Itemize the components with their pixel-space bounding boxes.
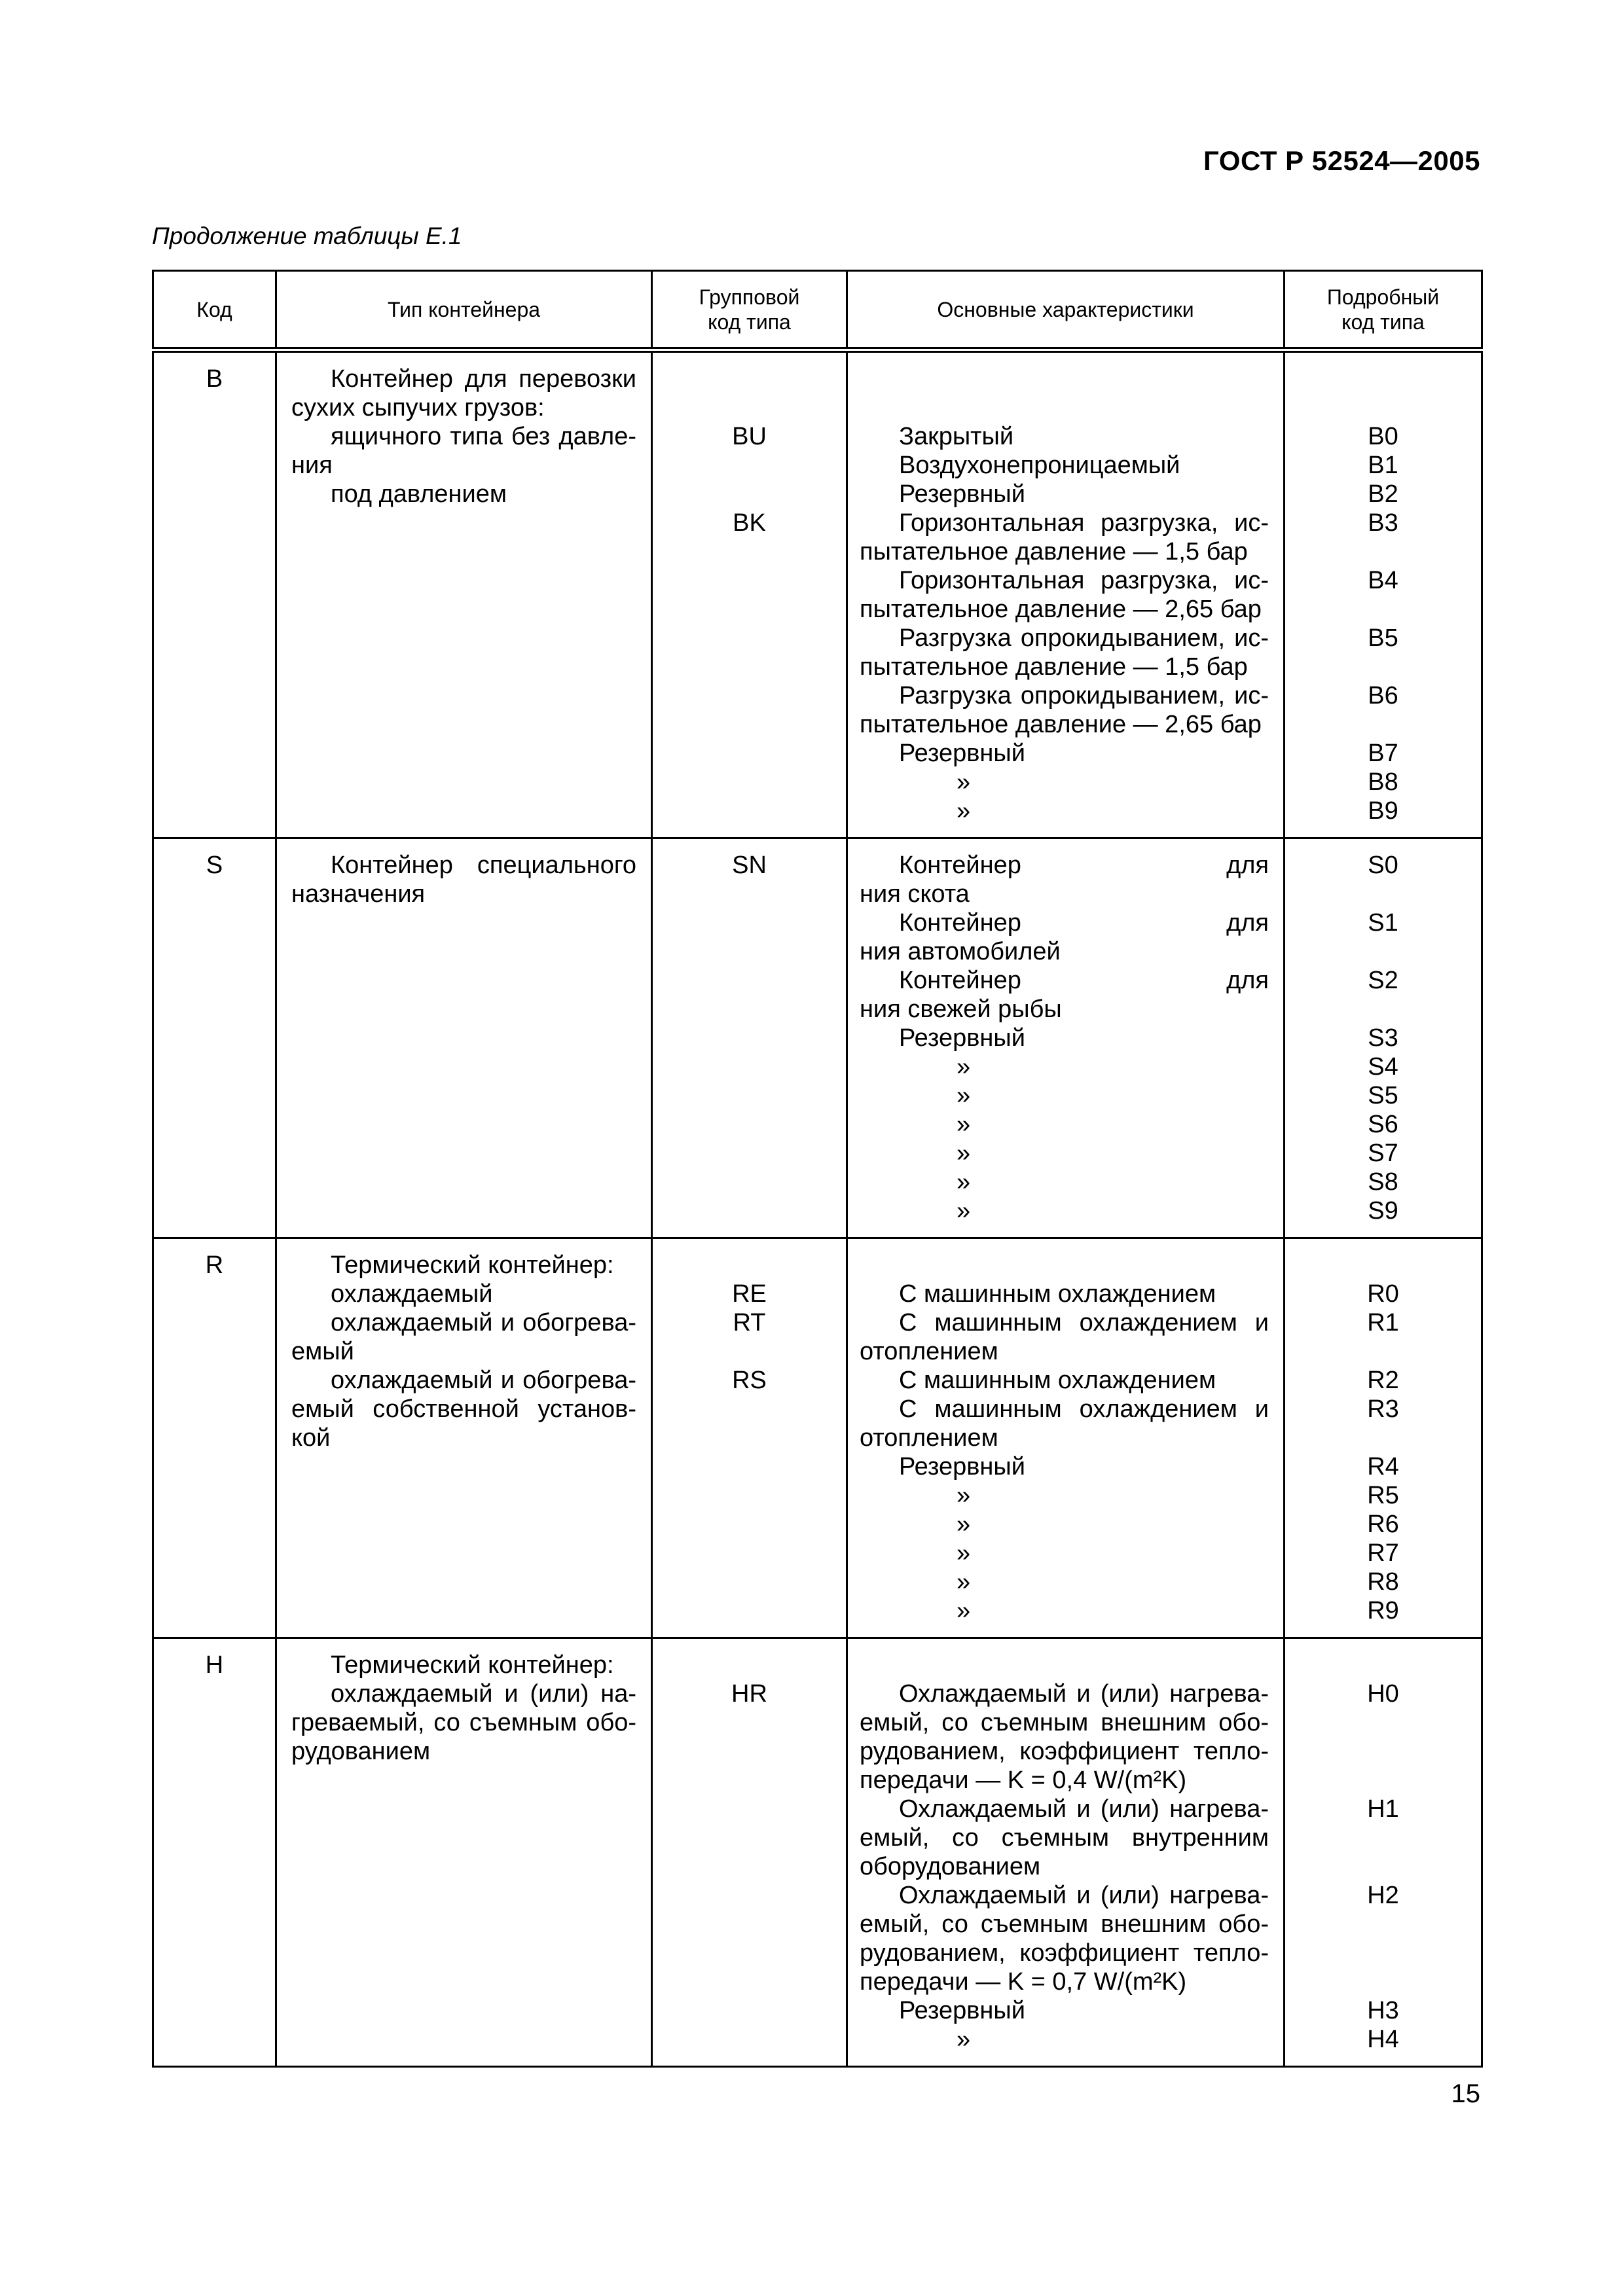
table-row-b — [153, 350, 1482, 838]
row-h-desc-ditto: » — [957, 2026, 971, 2053]
row-r-detail-code: R7 — [1367, 1539, 1399, 1567]
page-number: 15 — [1451, 2079, 1480, 2108]
row-h-name-line: рудованием — [291, 1738, 431, 1765]
header-detail-line2: код типа — [1341, 310, 1425, 334]
row-h-group-codes — [652, 1638, 847, 2067]
row-r-detail-code: R1 — [1367, 1309, 1399, 1336]
row-h-group-code: HR — [731, 1680, 767, 1708]
row-b-name-line: ящичного типа без давле- — [331, 423, 636, 450]
row-b-desc-line: Воздухонепроницаемый — [899, 452, 1180, 479]
row-s-detail-code: S7 — [1368, 1139, 1398, 1167]
container-type-table — [152, 270, 1483, 2068]
row-h-detail-code: H4 — [1367, 2026, 1399, 2053]
row-s-desc-line: ния скота — [860, 880, 970, 908]
row-r-desc-ditto: » — [957, 1539, 971, 1567]
row-b-desc-line: пытательное давление — 1,5 бар — [860, 538, 1248, 565]
row-s-desc-line: ния автомобилей — [860, 938, 1061, 965]
row-b-detail-code: B4 — [1368, 567, 1398, 594]
row-r-group-code: RT — [733, 1309, 766, 1336]
row-s-desc-line: Контейнер для — [899, 967, 1269, 994]
header-characteristics: Основные характеристики — [847, 271, 1285, 350]
row-h-detail-code: H1 — [1367, 1795, 1399, 1823]
row-r-group-codes — [652, 1238, 847, 1638]
row-r-detail-code: R9 — [1367, 1597, 1399, 1624]
row-r-detail-code: R4 — [1367, 1453, 1399, 1480]
row-h-detail-code: H3 — [1367, 1997, 1399, 2024]
row-b-name-line: ния — [291, 452, 333, 479]
row-b-detail-code: B9 — [1368, 797, 1398, 825]
row-r-desc-line: С машинным охлаждением — [899, 1280, 1216, 1308]
row-r-desc-line: С машинным охлаждением — [899, 1367, 1216, 1394]
row-b-desc-line: Разгрузка опрокидыванием, ис- — [899, 624, 1269, 652]
row-r-desc-ditto: » — [957, 1597, 971, 1624]
row-s-group-codes — [652, 838, 847, 1238]
row-h-desc-line: оборудованием — [860, 1853, 1041, 1880]
row-r-name-line: охлаждаемый и обогрева- — [331, 1309, 636, 1336]
row-r-characteristics — [847, 1238, 1285, 1638]
row-s-detail-code: S8 — [1368, 1168, 1398, 1196]
row-b-detail-code: B1 — [1368, 452, 1398, 479]
row-h-desc-line: емый, со съемным внутренним — [860, 1824, 1269, 1852]
row-h-container-type — [276, 1638, 652, 2067]
row-b-group-codes — [652, 350, 847, 838]
row-b-detail-code: B0 — [1368, 423, 1398, 450]
row-b-detail-code: B8 — [1368, 768, 1398, 796]
row-r-desc-line: С машинным охлаждением и — [899, 1309, 1269, 1336]
row-s-detail-code: S1 — [1368, 909, 1398, 937]
header-detail-code — [1285, 271, 1482, 350]
row-r-code — [153, 1238, 276, 1638]
row-s-detail-code: S9 — [1368, 1197, 1398, 1225]
row-r-detail-code: R8 — [1367, 1568, 1399, 1596]
row-s-desc-ditto: » — [957, 1197, 971, 1225]
document-header: ГОСТ Р 52524—2005 — [1203, 145, 1480, 176]
row-r-detail-code: R3 — [1367, 1395, 1399, 1423]
row-b-detail-code: B2 — [1368, 480, 1398, 508]
row-s-code — [153, 838, 276, 1238]
row-s-name-line: назначения — [291, 880, 426, 908]
row-s-group-code: SN — [732, 852, 767, 879]
row-b-desc-ditto: » — [957, 797, 971, 825]
row-r-name-line: емый — [291, 1338, 354, 1365]
row-b-characteristics — [847, 350, 1285, 838]
row-h-desc-line: емый, со съемным внешним обо- — [860, 1910, 1269, 1938]
row-r-name-line: Термический контейнер: — [331, 1251, 614, 1279]
row-b-detail-codes — [1285, 350, 1482, 838]
row-s-desc-ditto: » — [957, 1168, 971, 1196]
row-b-group-code: BK — [733, 509, 766, 537]
row-b-name-line: под давлением — [331, 480, 507, 508]
row-r-code-text: R — [205, 1251, 224, 1279]
header-code: Код — [153, 271, 276, 350]
row-r-name-line: емый собственной установ- — [291, 1395, 636, 1423]
row-r-detail-codes — [1285, 1238, 1482, 1638]
row-s-container-type — [276, 838, 652, 1238]
table-caption: Продолжение таблицы Е.1 — [152, 223, 462, 249]
table-row-r — [153, 1238, 1482, 1638]
row-h-characteristics — [847, 1638, 1285, 2067]
row-b-desc-ditto: » — [957, 768, 971, 796]
row-h-code — [153, 1638, 276, 2067]
row-r-desc-line: отоплением — [860, 1424, 998, 1452]
row-s-detail-code: S6 — [1368, 1111, 1398, 1138]
row-b-detail-code: B3 — [1368, 509, 1398, 537]
row-h-detail-code: H0 — [1367, 1680, 1399, 1708]
row-b-desc-line: Резервный — [899, 740, 1025, 767]
row-r-desc-line: С машинным охлаждением и — [899, 1395, 1269, 1423]
row-h-detail-codes — [1285, 1638, 1482, 2067]
row-r-name-line: кой — [291, 1424, 331, 1452]
row-h-desc-line: Охлаждаемый и (или) нагрева- — [899, 1680, 1269, 1708]
row-s-detail-code: S2 — [1368, 967, 1398, 994]
row-h-code-text: H — [205, 1651, 224, 1679]
row-h-desc-line: емый, со съемным внешним обо- — [860, 1709, 1269, 1736]
row-s-detail-code: S4 — [1368, 1053, 1398, 1081]
row-b-desc-line: Горизонтальная разгрузка, ис- — [899, 567, 1269, 594]
row-s-desc-ditto: » — [957, 1111, 971, 1138]
row-s-desc-line: Контейнер для — [899, 909, 1269, 937]
table-row-h — [153, 1638, 1482, 2067]
row-s-desc-line: Резервный — [899, 1024, 1025, 1052]
header-detail-line1: Подробный — [1326, 285, 1440, 309]
row-r-container-type — [276, 1238, 652, 1638]
row-h-desc-line: передачи — K = 0,4 W/(m²K) — [860, 1767, 1187, 1794]
row-b-detail-code: B6 — [1368, 682, 1398, 709]
table-header-row — [153, 271, 1482, 350]
header-group-line1: Групповой — [699, 285, 800, 309]
row-b-code — [153, 350, 276, 838]
header-group-line2: код типа — [708, 310, 791, 334]
row-s-code-text: S — [206, 852, 223, 879]
row-h-desc-line: Охлаждаемый и (или) нагрева- — [899, 1882, 1269, 1909]
row-b-code-text: B — [206, 365, 223, 393]
header-container-type: Тип контейнера — [276, 271, 652, 350]
row-s-desc-line: ния свежей рыбы — [860, 996, 1062, 1023]
row-b-name-line: сухих сыпучих грузов: — [291, 394, 545, 422]
row-h-name-line: Термический контейнер: — [331, 1651, 614, 1679]
row-h-detail-code: H2 — [1367, 1882, 1399, 1909]
row-h-desc-line: передачи — K = 0,7 W/(m²K) — [860, 1968, 1187, 1996]
row-s-desc-ditto: » — [957, 1053, 971, 1081]
row-r-desc-line: отоплением — [860, 1338, 998, 1365]
row-r-desc-ditto: » — [957, 1482, 971, 1509]
row-h-desc-line: Охлаждаемый и (или) нагрева- — [899, 1795, 1269, 1823]
row-s-desc-ditto: » — [957, 1139, 971, 1167]
row-s-detail-code: S5 — [1368, 1082, 1398, 1109]
row-r-desc-ditto: » — [957, 1511, 971, 1538]
row-s-name-line: Контейнер специального — [331, 852, 636, 879]
row-r-detail-code: R2 — [1367, 1367, 1399, 1394]
row-b-detail-code: B5 — [1368, 624, 1398, 652]
row-b-desc-line: пытательное давление — 1,5 бар — [860, 653, 1248, 681]
header-group-code — [652, 271, 847, 350]
row-h-desc-line: рудованием, коэффициент тепло- — [860, 1738, 1269, 1765]
row-b-desc-line: Разгрузка опрокидыванием, ис- — [899, 682, 1269, 709]
row-h-name-line: греваемый, со съемным обо- — [291, 1709, 636, 1736]
row-s-characteristics — [847, 838, 1285, 1238]
row-r-desc-line: Резервный — [899, 1453, 1025, 1480]
row-r-desc-ditto: » — [957, 1568, 971, 1596]
row-b-desc-line: Резервный — [899, 480, 1025, 508]
row-s-desc-line: Контейнер для — [899, 852, 1269, 879]
row-r-detail-code: R0 — [1367, 1280, 1399, 1308]
row-b-container-type — [276, 350, 652, 838]
row-h-desc-line: Резервный — [899, 1997, 1025, 2024]
row-h-desc-line: рудованием, коэффициент тепло- — [860, 1939, 1269, 1967]
row-b-desc-line: пытательное давление — 2,65 бар — [860, 596, 1262, 623]
row-b-name-line: Контейнер для перевозки — [331, 365, 636, 393]
row-r-group-code: RE — [732, 1280, 767, 1308]
row-r-detail-code: R5 — [1367, 1482, 1399, 1509]
row-s-detail-codes — [1285, 838, 1482, 1238]
row-s-detail-code: S0 — [1368, 852, 1398, 879]
row-s-desc-ditto: » — [957, 1082, 971, 1109]
row-r-name-line: охлаждаемый и обогрева- — [331, 1367, 636, 1394]
row-b-detail-code: B7 — [1368, 740, 1398, 767]
row-r-group-code: RS — [732, 1367, 767, 1394]
row-b-group-code: BU — [732, 423, 767, 450]
row-b-desc-line: Закрытый — [899, 423, 1014, 450]
row-b-desc-line: пытательное давление — 2,65 бар — [860, 711, 1262, 738]
row-b-desc-line: Горизонтальная разгрузка, ис- — [899, 509, 1269, 537]
row-r-name-line: охлаждаемый — [331, 1280, 493, 1308]
row-s-detail-code: S3 — [1368, 1024, 1398, 1052]
table-row-s — [153, 838, 1482, 1238]
row-r-detail-code: R6 — [1367, 1511, 1399, 1538]
row-h-name-line: охлаждаемый и (или) на- — [331, 1680, 636, 1708]
